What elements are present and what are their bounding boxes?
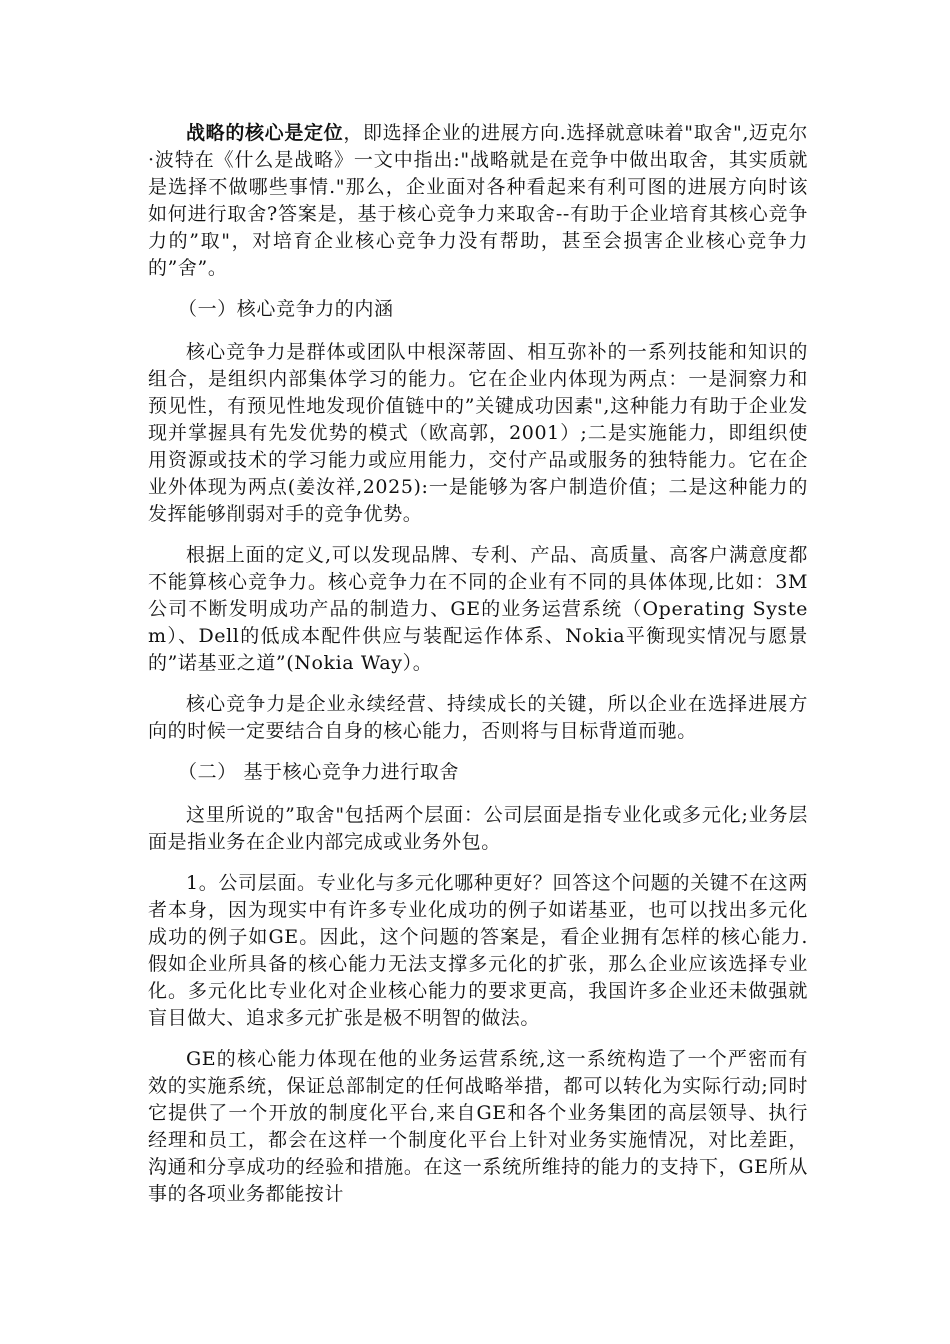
section-heading-tradeoff: （二） 基于核心竞争力进行取舍 [178, 761, 460, 783]
bold-lead-text: 战略的核心是定位 [186, 122, 344, 144]
paragraph-core-competence-examples: 根据上面的定义,可以发现品牌、专利、产品、高质量、高客户满意度都不能算核心竞争力。核心竞争力在不同的企业有不同的具体体现,比如：3M公司不断发明成功产品的制造力、GE的业务运营系统（Operating System）、Dell的低成本配件供应与装配运作体系、Nokia平衡现实情况与愿景的”诺基亚之道”(Nokia Way）。 [148, 544, 808, 674]
section-heading-core-competence-meaning: （一）核心竞争力的内涵 [178, 298, 394, 320]
paragraph-core-competence-key: 核心竞争力是企业永续经营、持续成长的关键，所以企业在选择进展方向的时候一定要结合自身的核心能力，否则将与目标背道而驰。 [148, 693, 808, 742]
paragraph-body: ，即选择企业的进展方向.选择就意味着"取舍",迈克尔·波特在《什么是战略》一文中指出:"战略就是在竞争中做出取舍，其实质就是选择不做哪些事情."那么，企业面对各种看起来有利可图的进展方向时该如何进行取舍?答案是，基于核心竞争力来取舍--有助于企业培育其核心竞争力的”取"，对培育企业核心竞争力没有帮助，甚至会损害企业核心竞争力的”舍”。 [148, 122, 808, 279]
document-page [148, 120, 808, 1222]
paragraph-strategy-positioning [148, 120, 808, 282]
paragraph-core-competence-definition: 核心竞争力是群体或团队中根深蒂固、相互弥补的一系列技能和知识的组合，是组织内部集体学习的能力。它在企业内体现为两点：一是洞察力和预见性，有预见性地发现价值链中的”关键成功因素",这种能力有助于企业发现并掌握具有先发优势的模式（欧高郭，2001）;二是实施能力，即组织使用资源或技术的学习能力或应用能力，交付产品或服务的独特能力。它在企业外体现为两点(姜汝祥,2025):一是能够为客户制造价值；二是这种能力的发挥能够削弱对手的竞争优势。 [148, 341, 808, 525]
paragraph-ge-example: GE的核心能力体现在他的业务运营系统,这一系统构造了一个严密而有效的实施系统，保证总部制定的任何战略举措，都可以转化为实际行动;同时它提供了一个开放的制度化平台,来自GE和各个业务集团的高层领导、执行经理和员工，都会在这样一个制度化平台上针对业务实施情况，对比差距，沟通和分享成功的经验和措施。在这一系统所维持的能力的支持下，GE所从事的各项业务都能按计 [148, 1048, 808, 1205]
paragraph-tradeoff-levels: 这里所说的”取舍"包括两个层面：公司层面是指专业化或多元化;业务层面是指业务在企业内部完成或业务外包。 [148, 804, 808, 853]
paragraph-company-level: 1。公司层面。专业化与多元化哪种更好？回答这个问题的关键不在这两者本身，因为现实中有许多专业化成功的例子如诺基亚，也可以找出多元化成功的例子如GE。因此，这个问题的答案是，看企业拥有怎样的核心能力.假如企业所具备的核心能力无法支撑多元化的扩张，那么企业应该选择专业化。多元化比专业化对企业核心能力的要求更高，我国许多企业还未做强就盲目做大、追求多元扩张是极不明智的做法。 [148, 872, 808, 1029]
